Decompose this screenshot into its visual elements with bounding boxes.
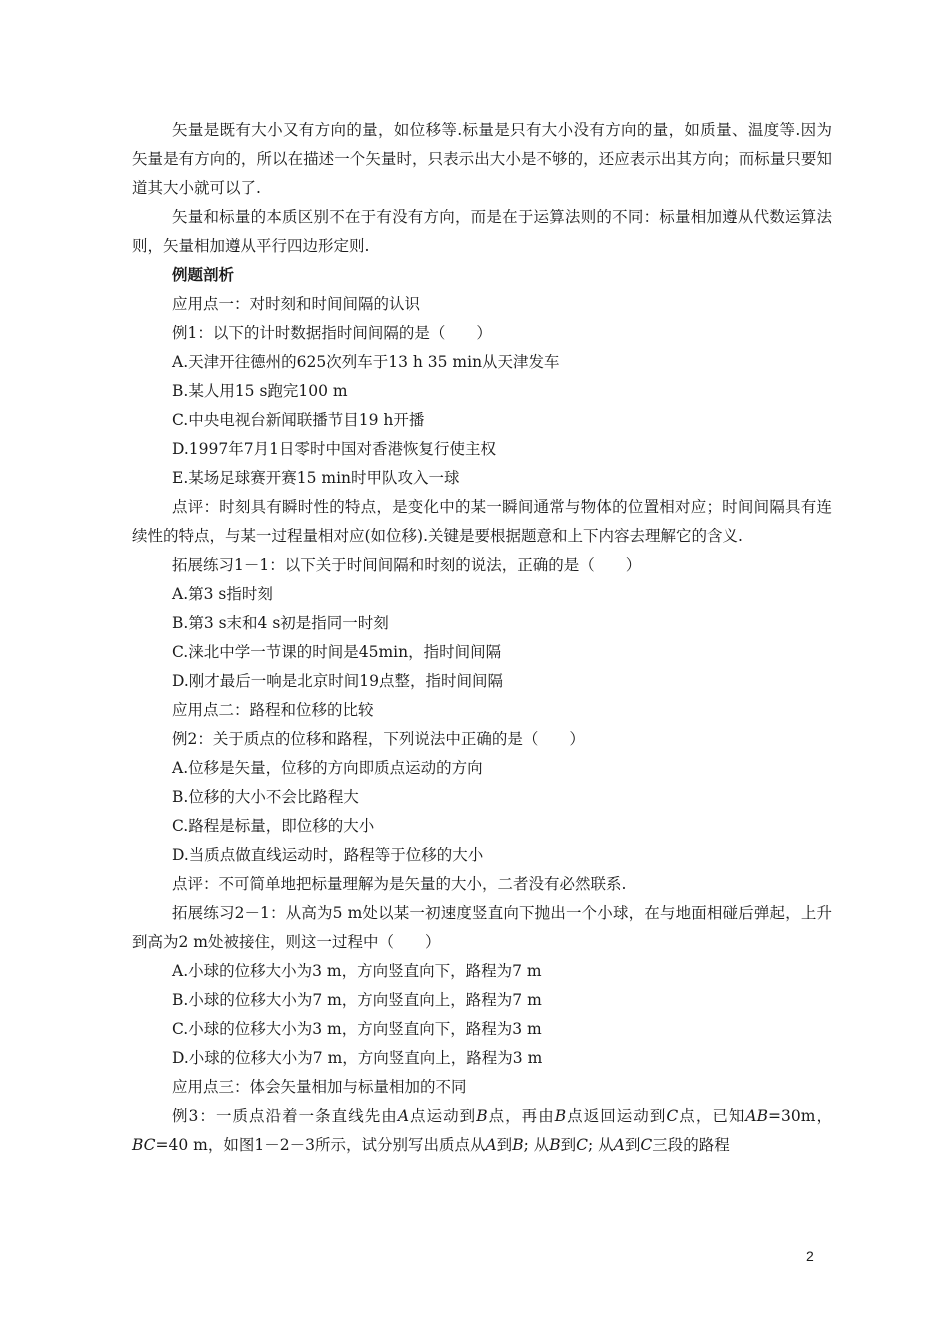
example-1-option-d: D.1997年7月1日零时中国对香港恢复行使主权 (172, 440, 496, 458)
page-number: 2 (806, 1248, 814, 1264)
application-point-2: 应用点二：路程和位移的比较 (172, 701, 374, 719)
comment-1: 点评：时刻具有瞬时性的特点，是变化中的某一瞬间通常与物体的位置相对应；时间间隔具有连续性的特点，与某一过程量相对应(如位移).关键是要根据题意和上下内容去理解它的含义. (132, 498, 832, 545)
point-label: A (485, 1136, 497, 1154)
text-run: 点返回运动到 (566, 1107, 667, 1125)
practice-1-option-a: A.第3 s指时刻 (172, 585, 273, 603)
practice-2-option-b: B.小球的位移大小为7 m，方向竖直向上，路程为7 m (172, 991, 542, 1009)
example-2-option-c: C.路程是标量，即位移的大小 (172, 817, 375, 835)
example-1-option-e: E.某场足球赛开赛15 min时甲队攻入一球 (172, 469, 460, 487)
point-label: B (554, 1107, 567, 1125)
application-point-1: 应用点一：对时刻和时间间隔的认识 (172, 295, 421, 313)
application-point-3: 应用点三：体会矢量相加与标量相加的不同 (172, 1078, 467, 1096)
text-run: 点，再由 (487, 1107, 555, 1125)
point-label: A (613, 1136, 625, 1154)
example-1-question: 例1：以下的计时数据指时间间隔的是（ ） (172, 324, 492, 342)
point-label: B (476, 1107, 488, 1125)
text-run: 点，已知 (678, 1107, 746, 1125)
segment-label: AB (745, 1107, 769, 1125)
text-run: 例3：一质点沿着一条直线先由 (172, 1107, 398, 1125)
text-run: 到 (496, 1136, 513, 1154)
point-label: B (512, 1136, 524, 1154)
practice-1-question: 拓展练习1－1：以下关于时间间隔和时刻的说法，正确的是（ ） (172, 556, 642, 574)
practice-2-option-c: C.小球的位移大小为3 m，方向竖直向下，路程为3 m (172, 1020, 542, 1038)
example-2-option-d: D.当质点做直线运动时，路程等于位移的大小 (172, 846, 484, 864)
point-label: B (549, 1136, 561, 1154)
practice-2-question: 拓展练习2－1：从高为5 m处以某一初速度竖直向下抛出一个小球，在与地面相碰后弹起，上升到高为2 m处被接住，则这一过程中（ ） (132, 904, 832, 951)
practice-2-option-a: A.小球的位移大小为3 m，方向竖直向下，路程为7 m (172, 962, 542, 980)
comment-2: 点评：不可简单地把标量理解为是矢量的大小，二者没有必然联系. (172, 875, 627, 893)
paragraph-vector-definition: 矢量是既有大小又有方向的量，如位移等.标量是只有大小没有方向的量，如质量、温度等.因为矢量是有方向的，所以在描述一个矢量时，只表示出大小是不够的，还应表示出其方向；而标量只要知道其大小就可以了. (132, 121, 832, 197)
example-1-option-b: B.某人用15 s跑完100 m (172, 382, 348, 400)
text-run: =40 m，如图1－2－3所示，试分别写出质点从 (155, 1136, 486, 1154)
text-run: 三段的路程 (652, 1136, 730, 1154)
practice-2-option-d: D.小球的位移大小为7 m，方向竖直向上，路程为3 m (172, 1049, 543, 1067)
paragraph-vector-scalar-difference: 矢量和标量的本质区别不在于有没有方向，而是在于运算法则的不同：标量相加遵从代数运算法则，矢量相加遵从平行四边形定则. (132, 208, 832, 255)
text-run: ; 从 (523, 1136, 550, 1154)
example-2-question: 例2：关于质点的位移和路程，下列说法中正确的是（ ） (172, 730, 585, 748)
section-heading-examples: 例题剖析 (172, 266, 235, 284)
text-run: ; 从 (588, 1136, 614, 1154)
example-2-option-a: A.位移是矢量，位移的方向即质点运动的方向 (172, 759, 483, 777)
practice-1-option-d: D.刚才最后一响是北京时间19点整，指时间间隔 (172, 672, 504, 690)
example-3-question (132, 1102, 832, 1160)
text-run: 到 (624, 1136, 641, 1154)
text-run: =30m， (768, 1107, 832, 1125)
point-label: A (397, 1107, 410, 1125)
example-1-option-a: A.天津开往德州的625次列车于13 h 35 min从天津发车 (172, 353, 560, 371)
practice-1-option-c: C.涞北中学一节课的时间是45min，指时间间隔 (172, 643, 502, 661)
text-run: 到 (560, 1136, 577, 1154)
example-1-option-c: C.中央电视台新闻联播节目19 h开播 (172, 411, 425, 429)
practice-1-option-b: B.第3 s末和4 s初是指同一时刻 (172, 614, 389, 632)
point-label: C (640, 1136, 653, 1154)
text-body (132, 116, 832, 1160)
segment-label: BC (132, 1136, 156, 1154)
example-2-option-b: B.位移的大小不会比路程大 (172, 788, 359, 806)
point-label: C (576, 1136, 589, 1154)
text-run: 点运动到 (409, 1107, 477, 1125)
point-label: C (666, 1107, 679, 1125)
